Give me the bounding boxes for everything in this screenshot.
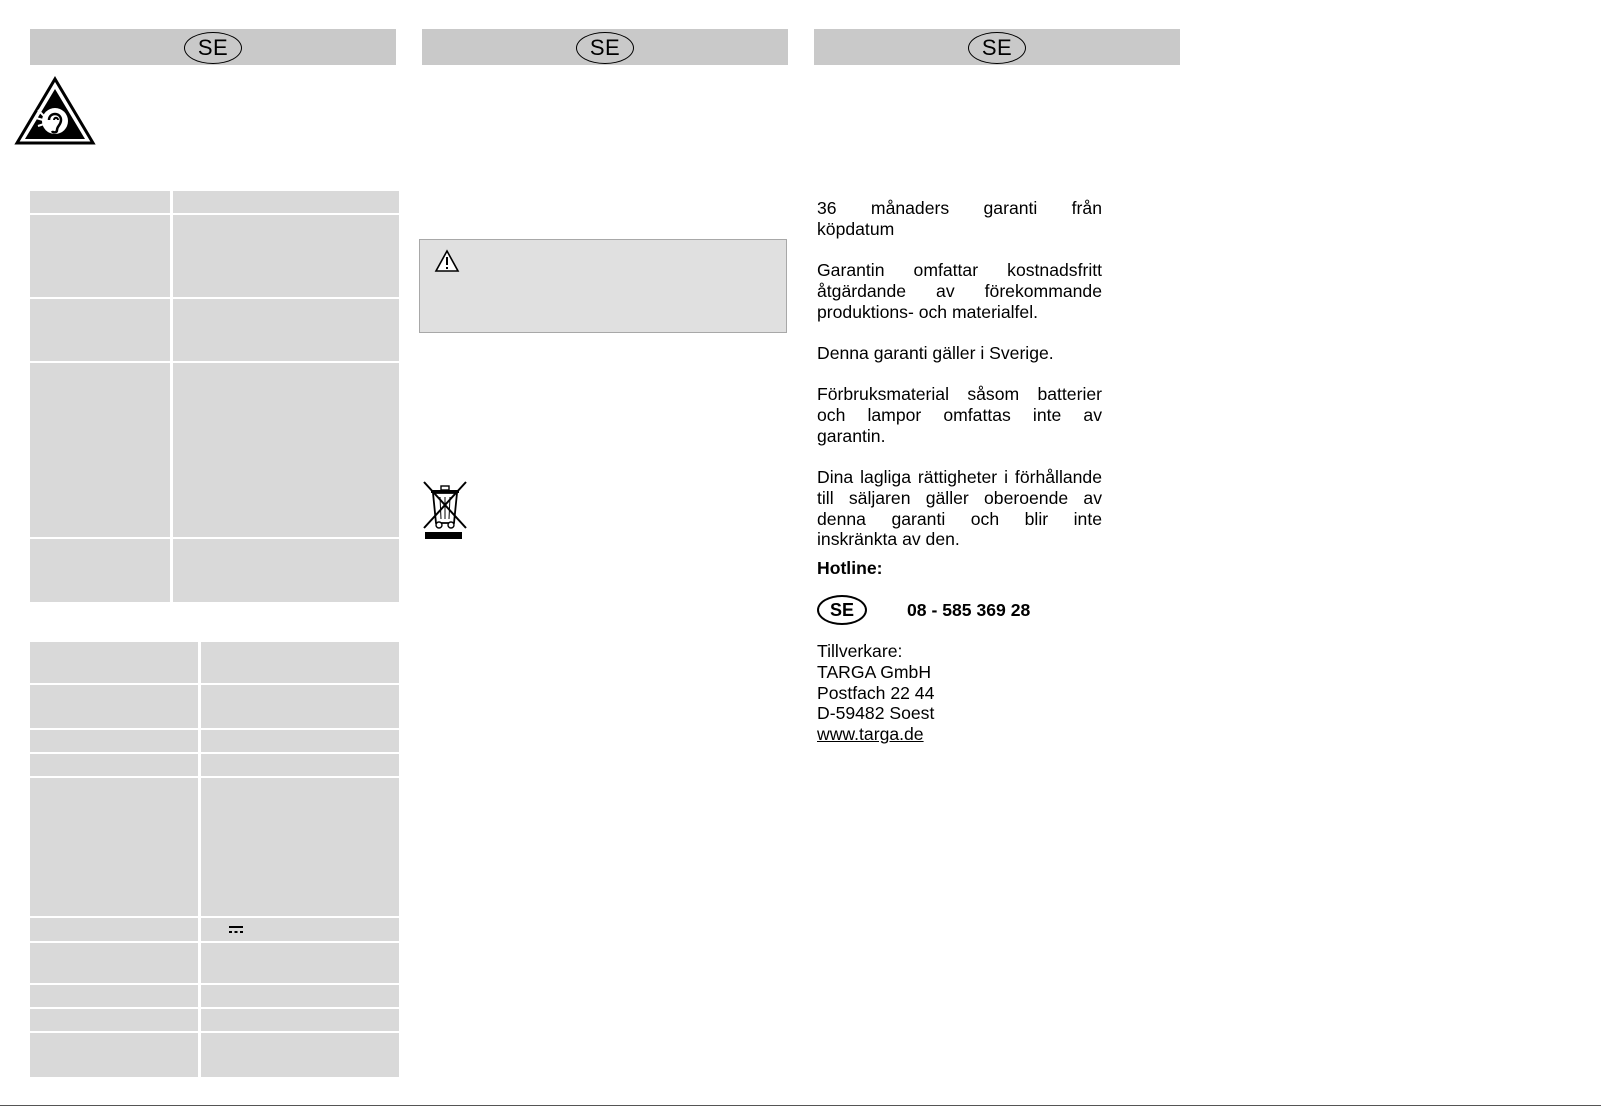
table-cell: [30, 985, 198, 1007]
manufacturer-address: [817, 641, 934, 745]
warranty-period: [817, 198, 1102, 240]
table-cell: [30, 539, 170, 602]
table-cell: [201, 685, 399, 728]
table-cell: [30, 1033, 198, 1077]
table-cell: [201, 730, 399, 752]
manufacturer-city: D-59482 Soest: [817, 703, 935, 724]
crossed-out-bin-icon: [421, 479, 469, 539]
page-bottom-rule: [0, 1105, 1601, 1106]
warranty-territory: Denna garanti gäller i Sverige.: [817, 343, 1054, 363]
warning-triangle-icon: [434, 249, 460, 273]
table-cell: [173, 539, 399, 602]
country-code-badge: SE: [184, 32, 242, 64]
table-cell: [201, 918, 399, 941]
dc-current-icon: [229, 926, 243, 934]
table-cell: [30, 918, 198, 941]
table-cell: [173, 299, 399, 361]
table-cell: [30, 215, 170, 297]
table-cell: [30, 363, 170, 537]
country-code-badge: SE: [968, 32, 1026, 64]
table-cell: [30, 299, 170, 361]
country-code-badge: SE: [576, 32, 634, 64]
table-cell: [30, 778, 198, 916]
manufacturer-company: TARGA GmbH: [817, 661, 932, 682]
warranty-period-line-2: köpdatum: [817, 218, 895, 239]
table-cell: [30, 685, 198, 728]
table-cell: [201, 943, 399, 983]
table-cell: [173, 215, 399, 297]
table-cell: [201, 1009, 399, 1031]
table-cell: [30, 191, 170, 213]
manufacturer-label: Tillverkare:: [817, 641, 903, 661]
warranty-period-line-1: 36 månaders garanti från: [817, 198, 1102, 218]
warranty-exclusions: Förbruksmaterial såsom batterier och lampor omfattas inte av garantin.: [817, 384, 1102, 446]
hotline-country-badge: SE: [817, 595, 867, 625]
caution-box: [419, 239, 787, 333]
warranty-coverage: Garantin omfattar kostnadsfritt åtgärdande av förekommande produktions- och materialfel.: [817, 260, 1102, 322]
hearing-damage-warning-icon: [14, 76, 96, 146]
table-cell: [30, 730, 198, 752]
table-cell: [201, 642, 399, 683]
column-1-header: [30, 29, 396, 65]
table-cell: [201, 778, 399, 916]
hotline-label: Hotline:: [817, 558, 883, 578]
warranty-legal-rights: Dina lagliga rättigheter i förhållande till säljaren gäller oberoende av denna garanti och blir inte inskränkta av den.: [817, 467, 1102, 550]
column-3-header: [814, 29, 1180, 65]
table-cell: [30, 754, 198, 776]
table-cell: [201, 1033, 399, 1077]
table-cell: [30, 642, 198, 683]
table-cell: [201, 985, 399, 1007]
manufacturer-postbox: Postfach 22 44: [817, 682, 935, 703]
hotline-phone-number: 08 - 585 369 28: [907, 600, 1031, 620]
table-cell: [30, 1009, 198, 1031]
table-cell: [173, 191, 399, 213]
table-cell: [30, 943, 198, 983]
table-cell: [173, 363, 399, 537]
column-2-header: [422, 29, 788, 65]
table-cell: [201, 754, 399, 776]
manufacturer-website-link[interactable]: www.targa.de: [817, 724, 924, 745]
